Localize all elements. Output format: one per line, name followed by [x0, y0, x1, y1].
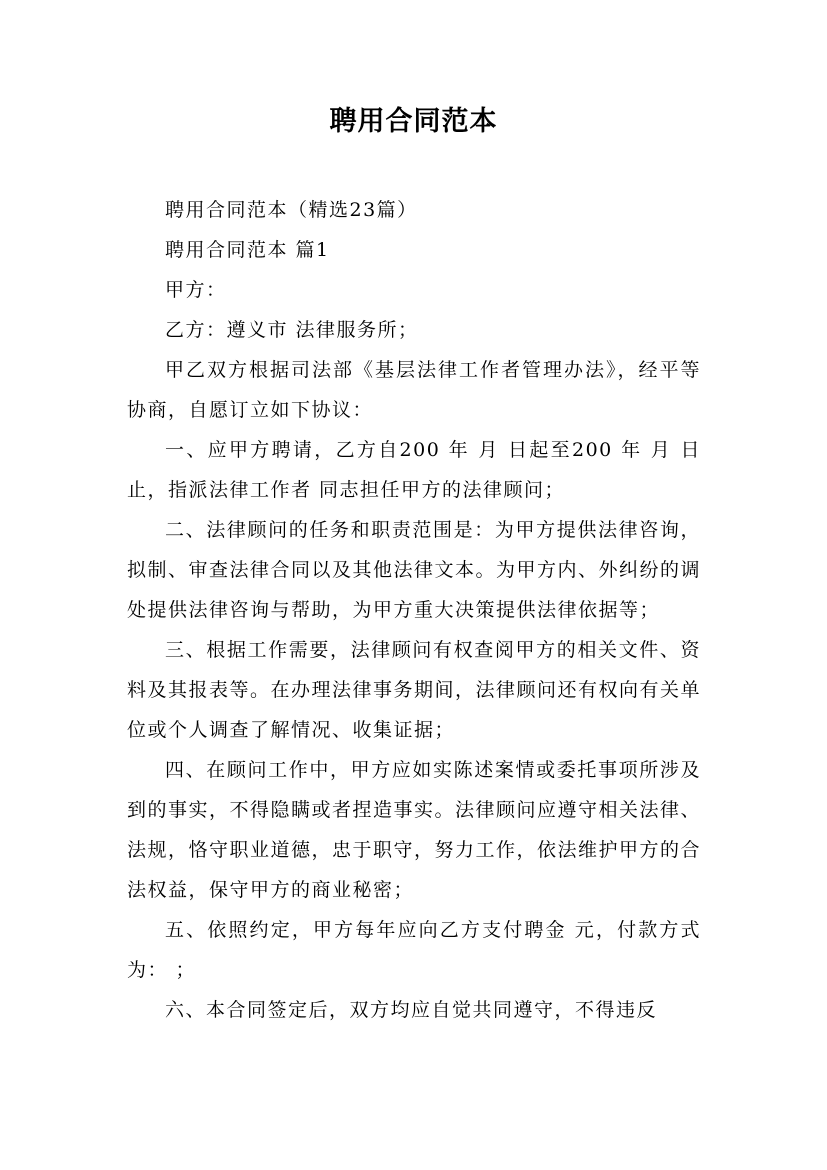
document-title: 聘用合同范本	[329, 106, 498, 137]
paragraph-party-b: 乙方：遵义市 法律服务所；	[165, 319, 419, 341]
paragraph-clause-1: 一、应甲方聘请，乙方自200 年 月 日起至200 年 月 日止，指派法律工作者 同志担任甲方的法律顾问；	[127, 439, 701, 501]
paragraph-clause-2: 二、法律顾问的任务和职责范围是：为甲方提供法律咨询，拟制、审查法律合同以及其他法律文本。为甲方内、外纠纷的调处提供法律咨询与帮助，为甲方重大决策提供法律依据等；	[127, 519, 702, 621]
paragraph-section-heading: 聘用合同范本 篇1	[165, 239, 330, 261]
paragraph-clause-6: 六、本合同签定后，双方均应自觉共同遵守，不得违反	[165, 999, 658, 1021]
document-body	[127, 190, 701, 1030]
paragraph-clause-3: 三、根据工作需要，法律顾问有权查阅甲方的相关文件、资料及其报表等。在办理法律事务期间，法律顾问还有权向有关单位或个人调查了解情况、收集证据；	[127, 639, 702, 741]
paragraph-party-a: 甲方：	[165, 279, 227, 301]
paragraph-subtitle: 聘用合同范本（精选23篇）	[165, 199, 418, 221]
paragraph-clause-5: 五、依照约定，甲方每年应向乙方支付聘金 元，付款方式为： ；	[127, 919, 701, 981]
paragraph-preamble: 甲乙双方根据司法部《基层法律工作者管理办法》，经平等协商，自愿订立如下协议：	[127, 359, 701, 421]
paragraph-clause-4: 四、在顾问工作中，甲方应如实陈述案情或委托事项所涉及到的事实，不得隐瞒或者捏造事实。法律顾问应遵守相关法律、法规，恪守职业道德，忠于职守，努力工作，依法维护甲方的合法权益，保守甲方的商业秘密；	[127, 759, 702, 901]
